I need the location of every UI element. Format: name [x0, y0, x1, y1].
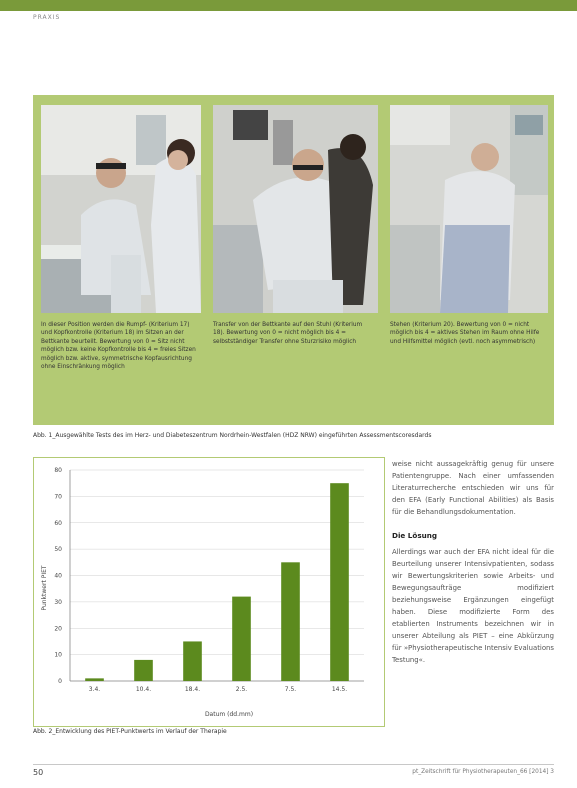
body-paragraph-2: Allerdings war auch der EFA nicht ideal für die Beurteilung unserer Intensivpatienten, sodass wir Bewertungskriterien sowie Arbeits- und Bewegungsaufträge modifiziert beziehungsweise Ergänzungen eingefügt haben. Diese modifizierte Form des etablierten Instruments bezeichnen wir in unserer Abteilung als PIET – eine Abkürzung für »Physiotherapeutische Intensiv Evaluations Testung«.: [392, 547, 554, 665]
bar: [134, 660, 153, 681]
page-number: 50: [33, 768, 44, 777]
bar: [232, 597, 251, 681]
y-tick-label: 50: [54, 546, 62, 554]
y-tick-label: 60: [54, 519, 62, 527]
y-tick-label: 0: [58, 678, 62, 685]
figure-2-caption: Abb. 2_Entwicklung des PIET-Punktwerts im Verlauf der Therapie: [33, 728, 227, 735]
photo-transfer-caption: Transfer von der Bettkante auf den Stuhl (Kriterium 18). Bewertung von 0 = nicht möglich bis 4 = selbstständiger Transfer ohne Sturzrisiko möglich: [213, 322, 363, 345]
bar-chart: [34, 458, 384, 726]
photo-standing: [390, 105, 548, 313]
figure-1-caption: Abb. 1_Ausgewählte Tests des im Herz- und Diabeteszentrum Nordrhein-Westfalen (HDZ NRW) eingeführten Assessmentscoresdards: [33, 432, 432, 439]
section-label: PRAXIS: [33, 14, 61, 21]
header-band: [0, 0, 577, 11]
photo-transfer: [213, 105, 378, 313]
x-tick-label: 14.5.: [331, 686, 348, 693]
y-tick-label: 70: [54, 493, 62, 501]
figure-2-chart: [33, 457, 385, 727]
bar: [281, 562, 300, 681]
figure-1: [33, 95, 554, 425]
y-tick-label: 80: [54, 467, 62, 474]
x-tick-label: 10.4.: [135, 686, 152, 693]
y-tick-label: 30: [54, 598, 62, 606]
body-paragraph-1: weise nicht aussagekräftig genug für unsere Patientengruppe. Nach einer umfassenden Literaturrecherche entschieden wir uns für den EFA (Early Functional Abilities) als Basis für die Behandlungsdokumentation.: [392, 460, 554, 517]
body-column: [392, 458, 554, 667]
section-heading: Die Lösung: [392, 531, 437, 541]
bar: [85, 678, 104, 681]
x-tick-label: 18.4.: [184, 686, 201, 693]
photo-standing-caption: Stehen (Kriterium 20). Bewertung von 0 = nicht möglich bis 4 = aktives Stehen im Raum ohne Hilfe und Hilfsmittel möglich (evtl. noch asymmetrisch): [390, 322, 540, 345]
y-tick-label: 20: [54, 625, 62, 633]
bar: [183, 641, 202, 681]
x-tick-label: 7.5.: [284, 686, 297, 693]
x-tick-label: 2.5.: [235, 686, 248, 693]
x-tick-label: 3.4.: [88, 686, 101, 693]
bar: [330, 483, 349, 681]
photo-sitting-caption: In dieser Position werden die Rumpf- (Kriterium 17) und Kopfkontrolle (Kriterium 18) im Sitzen an der Bettkante beurteilt. Bewertung von 0 = Sitz nicht möglich bzw. keine Kopfkontrolle bis 4 = freies Sitzen möglich bzw. aktive, symmetrische Kopfausrichtung ohne Einschränkung möglich: [41, 322, 196, 371]
x-axis-label: Datum (dd.mm): [204, 711, 254, 718]
y-axis-label: Punktwert PIET: [41, 565, 48, 611]
y-tick-label: 40: [54, 572, 62, 580]
y-tick-label: 10: [54, 651, 62, 659]
footer-rule: [33, 764, 554, 765]
journal-name: pt_Zeitschrift für Physiotherapeuten_66 [2014] 3: [412, 769, 554, 775]
photo-sitting: [41, 105, 201, 313]
